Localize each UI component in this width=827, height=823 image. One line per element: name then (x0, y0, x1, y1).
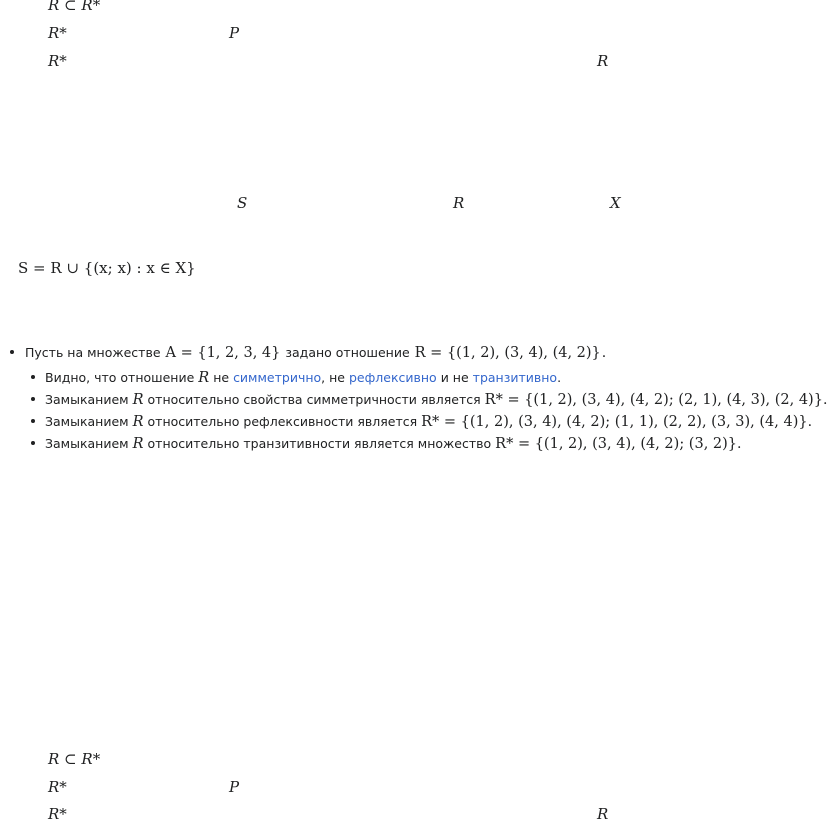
link-transitive[interactable]: транзитивно (472, 370, 558, 385)
text-end-3: . (807, 414, 813, 430)
list-item-transitive-closure (31, 436, 741, 452)
math-r-subset-rstar-top: R ⊂ R* (48, 0, 101, 14)
example-intro-text: Пусть на множестве (25, 345, 161, 360)
math-r-inline: R (132, 414, 144, 430)
math-r-bottom: R (597, 805, 609, 823)
list-bullet (31, 436, 41, 451)
text-closure-3: Замыканием (45, 436, 129, 451)
math-p-top: P (229, 24, 240, 42)
text-symmetric-property: относительно свойства симметричности является (147, 392, 481, 407)
text-transitive-property: относительно транзитивности является множество (147, 436, 492, 451)
link-reflexive[interactable]: рефлексивно (348, 370, 437, 385)
math-p-bottom: P (229, 778, 240, 796)
list-bullet (10, 345, 20, 360)
math-r-mid: R (453, 194, 465, 212)
math-rstar-bottom-1: R* (48, 778, 67, 796)
list-item-symmetric-closure (31, 392, 827, 408)
math-rstar-bottom-2: R* (48, 805, 67, 823)
example-relation-r: R = {(1, 2), (3, 4), (4, 2)} (414, 345, 601, 361)
list-item-not-properties (31, 370, 561, 386)
text-closure-2: Замыканием (45, 414, 129, 429)
text-and-not: и не (440, 370, 469, 385)
text-not-2: , не (321, 370, 345, 385)
text-end-1: . (557, 370, 562, 385)
math-r-inline: R (198, 370, 210, 386)
example-intro-end: . (601, 345, 607, 361)
math-symmetric-closure: R* = {(1, 2), (3, 4), (4, 2); (2, 1), (4, 3), (2, 4)} (484, 392, 823, 408)
math-r-top: R (597, 52, 609, 70)
math-reflexive-closure: R* = {(1, 2), (3, 4), (4, 2); (1, 1), (2, 2), (3, 3), (4, 4)} (421, 414, 808, 430)
text-end-4: . (737, 436, 742, 452)
math-r-subset-rstar-bottom: R ⊂ R* (48, 750, 101, 768)
math-rstar-top-1: R* (48, 24, 67, 42)
text-seen-relation: Видно, что отношение (45, 370, 195, 385)
link-symmetric[interactable]: симметрично (233, 370, 322, 385)
list-item-reflexive-closure (31, 414, 812, 430)
list-bullet (31, 370, 41, 385)
math-x: X (610, 194, 621, 212)
text-not-1: не (213, 370, 230, 385)
list-bullet (31, 392, 41, 407)
example-intro-mid: задано отношение (285, 345, 410, 360)
math-transitive-closure: R* = {(1, 2), (3, 4), (4, 2); (3, 2)} (495, 436, 738, 452)
list-bullet (31, 414, 41, 429)
math-r-inline: R (132, 436, 144, 452)
math-r-inline: R (132, 392, 144, 408)
text-end-2: . (822, 392, 827, 408)
formula-s-definition: S = R ∪ {(x; x) : x ∈ X} (18, 259, 196, 277)
example-set-a: A = {1, 2, 3, 4} (165, 345, 281, 361)
math-rstar-top-2: R* (48, 52, 67, 70)
text-reflexive-property: относительно рефлексивности является (147, 414, 418, 429)
text-closure-1: Замыканием (45, 392, 129, 407)
math-s: S (237, 194, 248, 212)
example-intro (10, 345, 606, 361)
